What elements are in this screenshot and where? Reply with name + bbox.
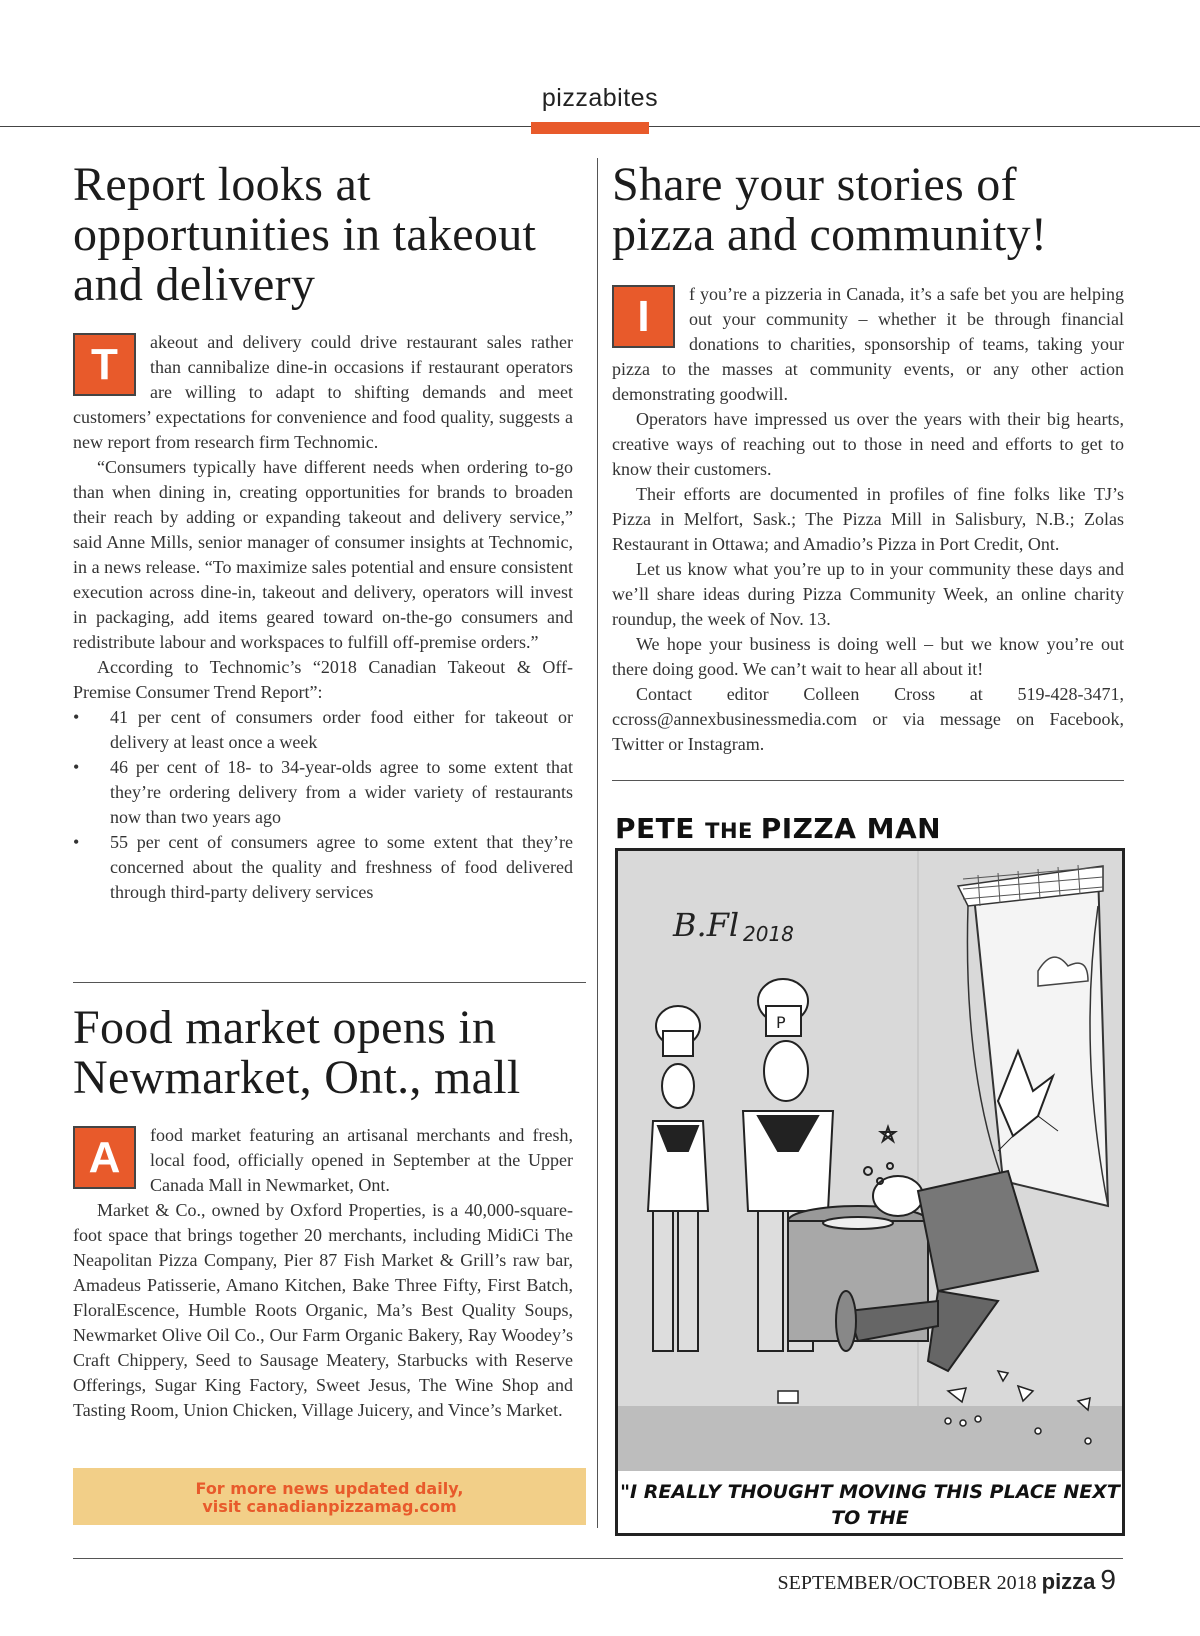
article-community-paragraph: Their efforts are documented in profiles of fine folks like TJ’s Pizza in Melfort, Sask.; The Pizza Mill in Salisbury, N.B.; Zolas Restaurant in Ottawa; and Amadio’s Pizza in Port Credit, Ont. bbox=[612, 484, 1124, 554]
statistics-list-item: • 41 per cent of consumers order food either for takeout or delivery at least once a week bbox=[73, 707, 573, 752]
article-community-body bbox=[612, 282, 1124, 757]
article-takeout-body bbox=[73, 330, 573, 905]
column-divider bbox=[597, 158, 598, 1528]
promo-box bbox=[73, 1468, 586, 1525]
article-food-market bbox=[73, 1003, 573, 1423]
article-community-paragraph: Contact editor Colleen Cross at 519-428-3471, ccross@annexbusinessmedia.com or via message on Facebook, Twitter or Instagram. bbox=[612, 684, 1124, 754]
article-food-market-headline: Food market opens in Newmarket, Ont., mall bbox=[73, 1001, 521, 1104]
article-food-market-body bbox=[73, 1123, 573, 1423]
page-number: 9 bbox=[1100, 1564, 1116, 1595]
article-community-paragraph: I f you’re a pizzeria in Canada, it’s a safe bet you are helping out your community – whether it be through financial donations to charities, sponsorship of teams, taking your pizza to the masses at community events, or any other action demonstrating goodwill. bbox=[612, 284, 1124, 404]
article-takeout-paragraph: “Consumers typically have different needs when ordering to-go than when dining in, creating opportunities for brands to broaden their reach by adding or expanding takeout and delivery service,” said Anne Mills, senior manager of consumer insights at Technomic, in a news release. “To maximize sales potential and ensure consistent execution across dine-in, takeout and delivery, operators will invest in packaging, add items geared toward on-the-go consumers and redistribute labour and workspaces to fulfill off-premise orders.” bbox=[73, 457, 573, 652]
article-community-headline: Share your stories of pizza and community! bbox=[612, 158, 1048, 261]
chef-hat-letter: P bbox=[776, 1013, 786, 1032]
article-community-paragraph: Operators have impressed us over the years with their big hearts, creative ways of reaching out to those in need and efforts to get to know their customers. bbox=[612, 409, 1124, 479]
cartoon-title: PETE THE PIZZA MAN bbox=[615, 812, 942, 845]
issue-date: SEPTEMBER/OCTOBER 2018 bbox=[777, 1572, 1037, 1594]
promo-line: For more news updated daily, bbox=[195, 1479, 464, 1498]
drop-cap: A bbox=[73, 1126, 136, 1189]
section-tab-marker bbox=[531, 122, 649, 134]
article-takeout-paragraph: According to Technomic’s “2018 Canadian Takeout & Off-Premise Consumer Trend Report”: bbox=[73, 657, 573, 702]
magazine-name: pizza bbox=[1041, 1569, 1096, 1594]
article-divider bbox=[73, 982, 586, 983]
article-takeout-headline: Report looks at opportunities in takeout and delivery bbox=[73, 158, 537, 311]
article-community bbox=[612, 160, 1124, 757]
section-label: pizzabites bbox=[541, 84, 659, 112]
drop-cap: T bbox=[73, 333, 136, 396]
bullet-icon: • bbox=[73, 832, 80, 852]
article-takeout bbox=[73, 160, 573, 905]
statistics-list-item: • 46 per cent of 18- to 34-year-olds agree to some extent that they’re ordering delivery from a wider variety of restaurants now than two years ago bbox=[73, 757, 573, 827]
cartoon-signature: 2018 bbox=[743, 922, 794, 946]
article-community-paragraph: We hope your business is doing well – but we know you’re out there doing good. We can’t wait to hear all about it! bbox=[612, 634, 1124, 679]
svg-text:B.Fl: B.Fl bbox=[673, 906, 740, 944]
footer-rule bbox=[73, 1558, 1123, 1559]
statistics-list bbox=[73, 705, 573, 905]
promo-link[interactable]: visit canadianpizzamag.com bbox=[202, 1497, 457, 1516]
bullet-icon: • bbox=[73, 707, 80, 727]
article-community-paragraph: Let us know what you’re up to in your community these days and we’ll share ideas during Pizza Community Week, an online charity roundup, the week of Nov. 13. bbox=[612, 559, 1124, 629]
statistics-list-item: • 55 per cent of consumers agree to some extent that they’re concerned about the quality and freshness of food delivered through third-party delivery services bbox=[73, 832, 573, 902]
cartoon-caption: "I REALLY THOUGHT MOVING THIS PLACE NEXT TO THE bbox=[620, 1481, 1120, 1529]
bullet-icon: • bbox=[73, 757, 80, 777]
article-takeout-paragraph: T akeout and delivery could drive restaurant sales rather than cannibalize dine-in occasions if restaurant operators are willing to adapt to shifting demands and meet customers’ expectations for convenience and food quality, suggests a new report from research firm Technomic. bbox=[73, 332, 573, 452]
page-footer bbox=[778, 1564, 1117, 1596]
drop-cap: I bbox=[612, 285, 675, 348]
cartoon-illustration bbox=[618, 851, 1122, 1471]
article-food-market-paragraph: A food market featuring an artisanal merchants and fresh, local food, officially opened in September at the Upper Canada Mall in Newmarket, Ont. bbox=[73, 1123, 573, 1198]
article-divider bbox=[612, 780, 1124, 781]
cartoon-panel bbox=[615, 848, 1125, 1536]
article-food-market-paragraph: Market & Co., owned by Oxford Properties, is a 40,000-square-foot space that brings together 20 merchants, including MidiCi The Neapolitan Pizza Company, Pier 87 Fish Market & Grill’s raw bar, Amadeus Patisserie, Amano Kitchen, Bake Three Fifty, First Batch, FloralEscence, Humble Roots Organic, Ma’s Best Quality Soups, Newmarket Olive Oil Co., Our Farm Organic Bakery, Ray Woodey’s Craft Chippery, Seed to Sausage Meatery, Starbucks with Reserve Offerings, Sugar King Factory, Sweet Jesus, The Wine Shop and Tasting Room, Union Chicken, Village Juicery, and Vince’s Market. bbox=[73, 1200, 573, 1420]
